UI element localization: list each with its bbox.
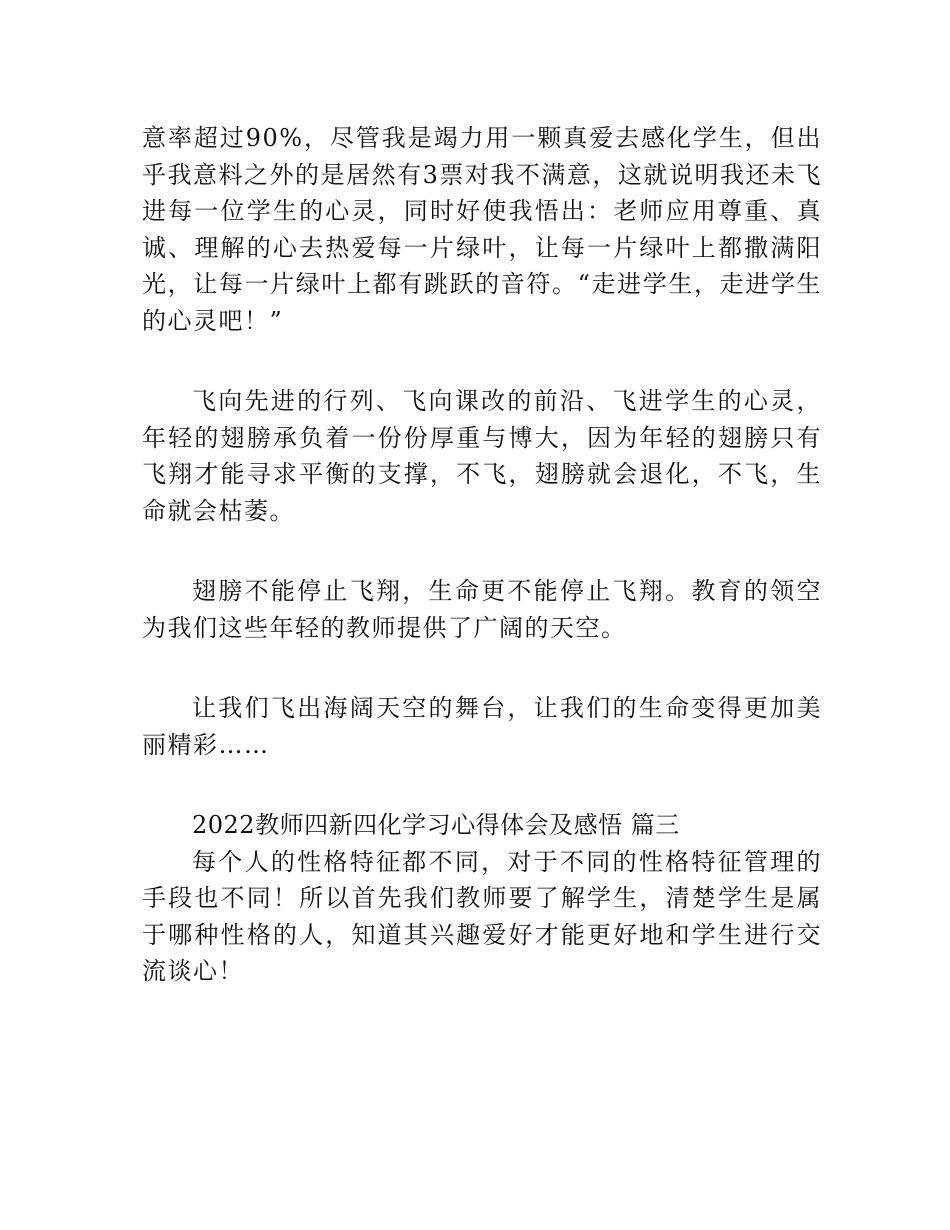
- paragraph-spacer: [142, 646, 822, 682]
- paragraph-flying-forward: 飞向先进的行列、飞向课改的前沿、飞进学生的心灵，年轻的翅膀承负着一份份厚重与博大，因为年轻的翅膀只有飞翔才能寻求平衡的支撑，不飞，翅膀就会退化，不飞，生命就会枯萎。: [142, 387, 822, 525]
- paragraph-fly-out: 让我们飞出海阔天空的舞台，让我们的生命变得更加美丽精彩……: [142, 694, 822, 759]
- paragraph-continuation: 意率超过90%，尽管我是竭力用一颗真爱去感化学生，但出乎我意料之外的是居然有3票对我不满意，这就说明我还未飞进每一位学生的心灵，同时好使我悟出：老师应用尊重、真诚、理解的心去热爱每一片绿叶，让每一片绿叶上都撒满阳光，让每一片绿叶上都有跳跃的音符。“走进学生，走进学生的心灵吧！”: [142, 124, 822, 335]
- paragraph-spacer: [142, 375, 822, 383]
- document-body: [142, 120, 822, 990]
- section-heading: 2022教师四新四化学习心得体会及感悟 篇三: [192, 811, 680, 839]
- paragraph-personality: 每个人的性格特征都不同，对于不同的性格特征管理的手段也不同！所以首先我们教师要了解学生，清楚学生是属于哪种性格的人，知道其兴趣爱好才能更好地和学生进行交流谈心！: [142, 847, 822, 985]
- paragraph-spacer: [142, 339, 822, 375]
- paragraph-spacer: [142, 565, 822, 573]
- paragraph-spacer: [142, 763, 822, 799]
- paragraph-spacer: [142, 529, 822, 565]
- paragraph-spacer: [142, 799, 822, 807]
- paragraph-wings-never-stop: 翅膀不能停止飞翔，生命更不能停止飞翔。教育的领空为我们这些年轻的教师提供了广阔的天空。: [142, 577, 822, 642]
- paragraph-spacer: [142, 682, 822, 690]
